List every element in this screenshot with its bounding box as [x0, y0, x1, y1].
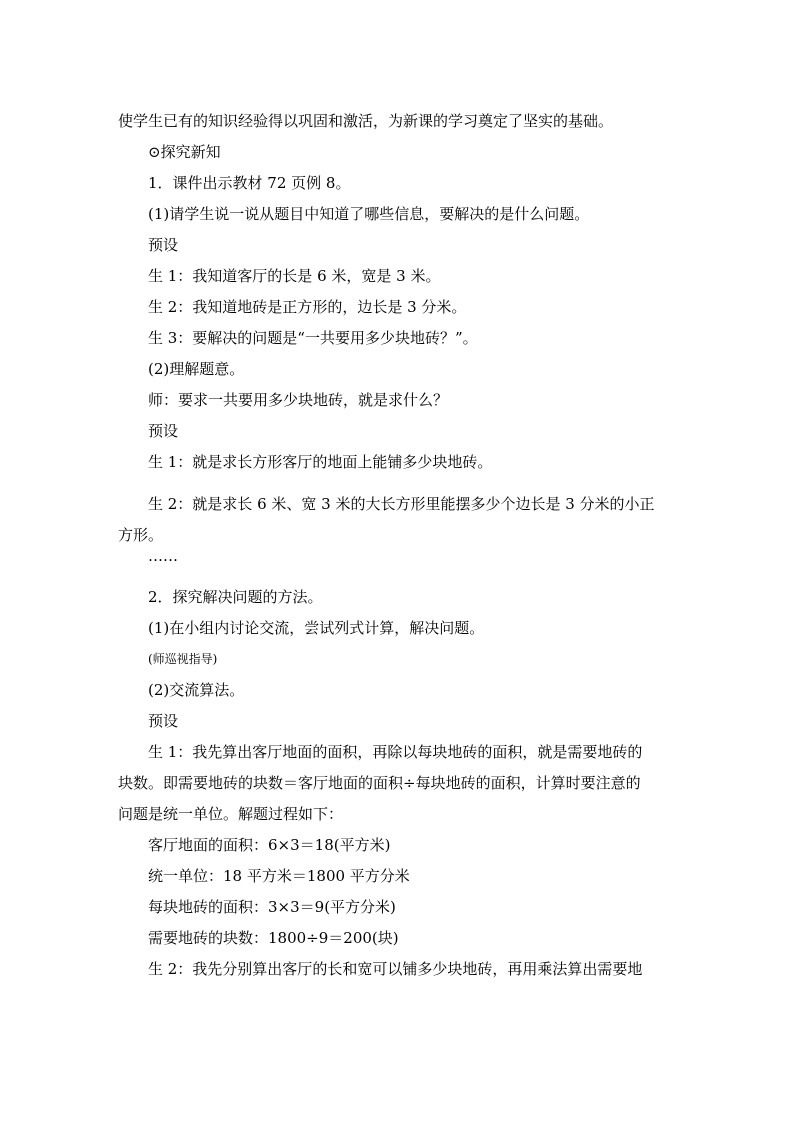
- calc-living-room-area: 客厅地面的面积：6×3＝18(平方米): [148, 836, 391, 854]
- section-heading-explore: ⊙探究新知: [148, 143, 221, 161]
- student-1-method-line-3: 问题是统一单位。解题过程如下：: [118, 805, 344, 823]
- student-2-answer-line-1: 生 2：就是求长 6 米、宽 3 米的大长方形里能摆多少个边长是 3 分米的小正: [148, 495, 655, 513]
- student-2-answer: 生 2：我知道地砖是正方形的，边长是 3 分米。: [148, 298, 467, 316]
- student-1-method-line-1: 生 1：我先算出客厅地面的面积，再除以每块地砖的面积，就是需要地砖的: [148, 743, 643, 761]
- question-1: (1)请学生说一说从题目中知道了哪些信息，要解决的是什么问题。: [148, 205, 590, 223]
- preset-label: 预设: [148, 712, 179, 730]
- preset-label: 预设: [148, 236, 179, 254]
- student-2-method-line-1: 生 2：我先分别算出客厅的长和宽可以铺多少块地砖，再用乘法算出需要地: [148, 960, 643, 978]
- task-1: (1)在小组内讨论交流，尝试列式计算，解决问题。: [148, 619, 485, 637]
- student-1-method-line-2: 块数。即需要地砖的块数＝客厅地面的面积÷每块地砖的面积，计算时要注意的: [118, 774, 641, 792]
- teacher-note: (师巡视指导): [148, 652, 218, 666]
- task-2: (2)交流算法。: [148, 681, 245, 699]
- step-2-title: 2．探究解决问题的方法。: [148, 588, 323, 606]
- paragraph-intro-conclusion: 使学生已有的知识经验得以巩固和激活，为新课的学习奠定了坚实的基础。: [118, 112, 614, 130]
- student-3-answer: 生 3：要解决的问题是“一共要用多少块地砖？”。: [148, 329, 478, 347]
- teacher-question: 师：要求一共要用多少块地砖，就是求什么？: [148, 391, 449, 409]
- student-2-answer-line-2: 方形。: [118, 526, 164, 544]
- calc-unit-conversion: 统一单位：18 平方米＝1800 平方分米: [148, 867, 410, 885]
- preset-label: 预设: [148, 422, 179, 440]
- student-1-answer: 生 1：我知道客厅的长是 6 米，宽是 3 米。: [148, 267, 441, 285]
- question-2: (2)理解题意。: [148, 360, 245, 378]
- calc-tile-count: 需要地砖的块数：1800÷9＝200(块): [148, 929, 399, 947]
- calc-tile-area: 每块地砖的面积：3×3＝9(平方分米): [148, 898, 396, 916]
- ellipsis: ……: [148, 547, 178, 565]
- step-1-title: 1．课件出示教材 72 页例 8。: [148, 174, 351, 192]
- student-1-answer: 生 1：就是求长方形客厅的地面上能铺多少块地砖。: [148, 453, 493, 471]
